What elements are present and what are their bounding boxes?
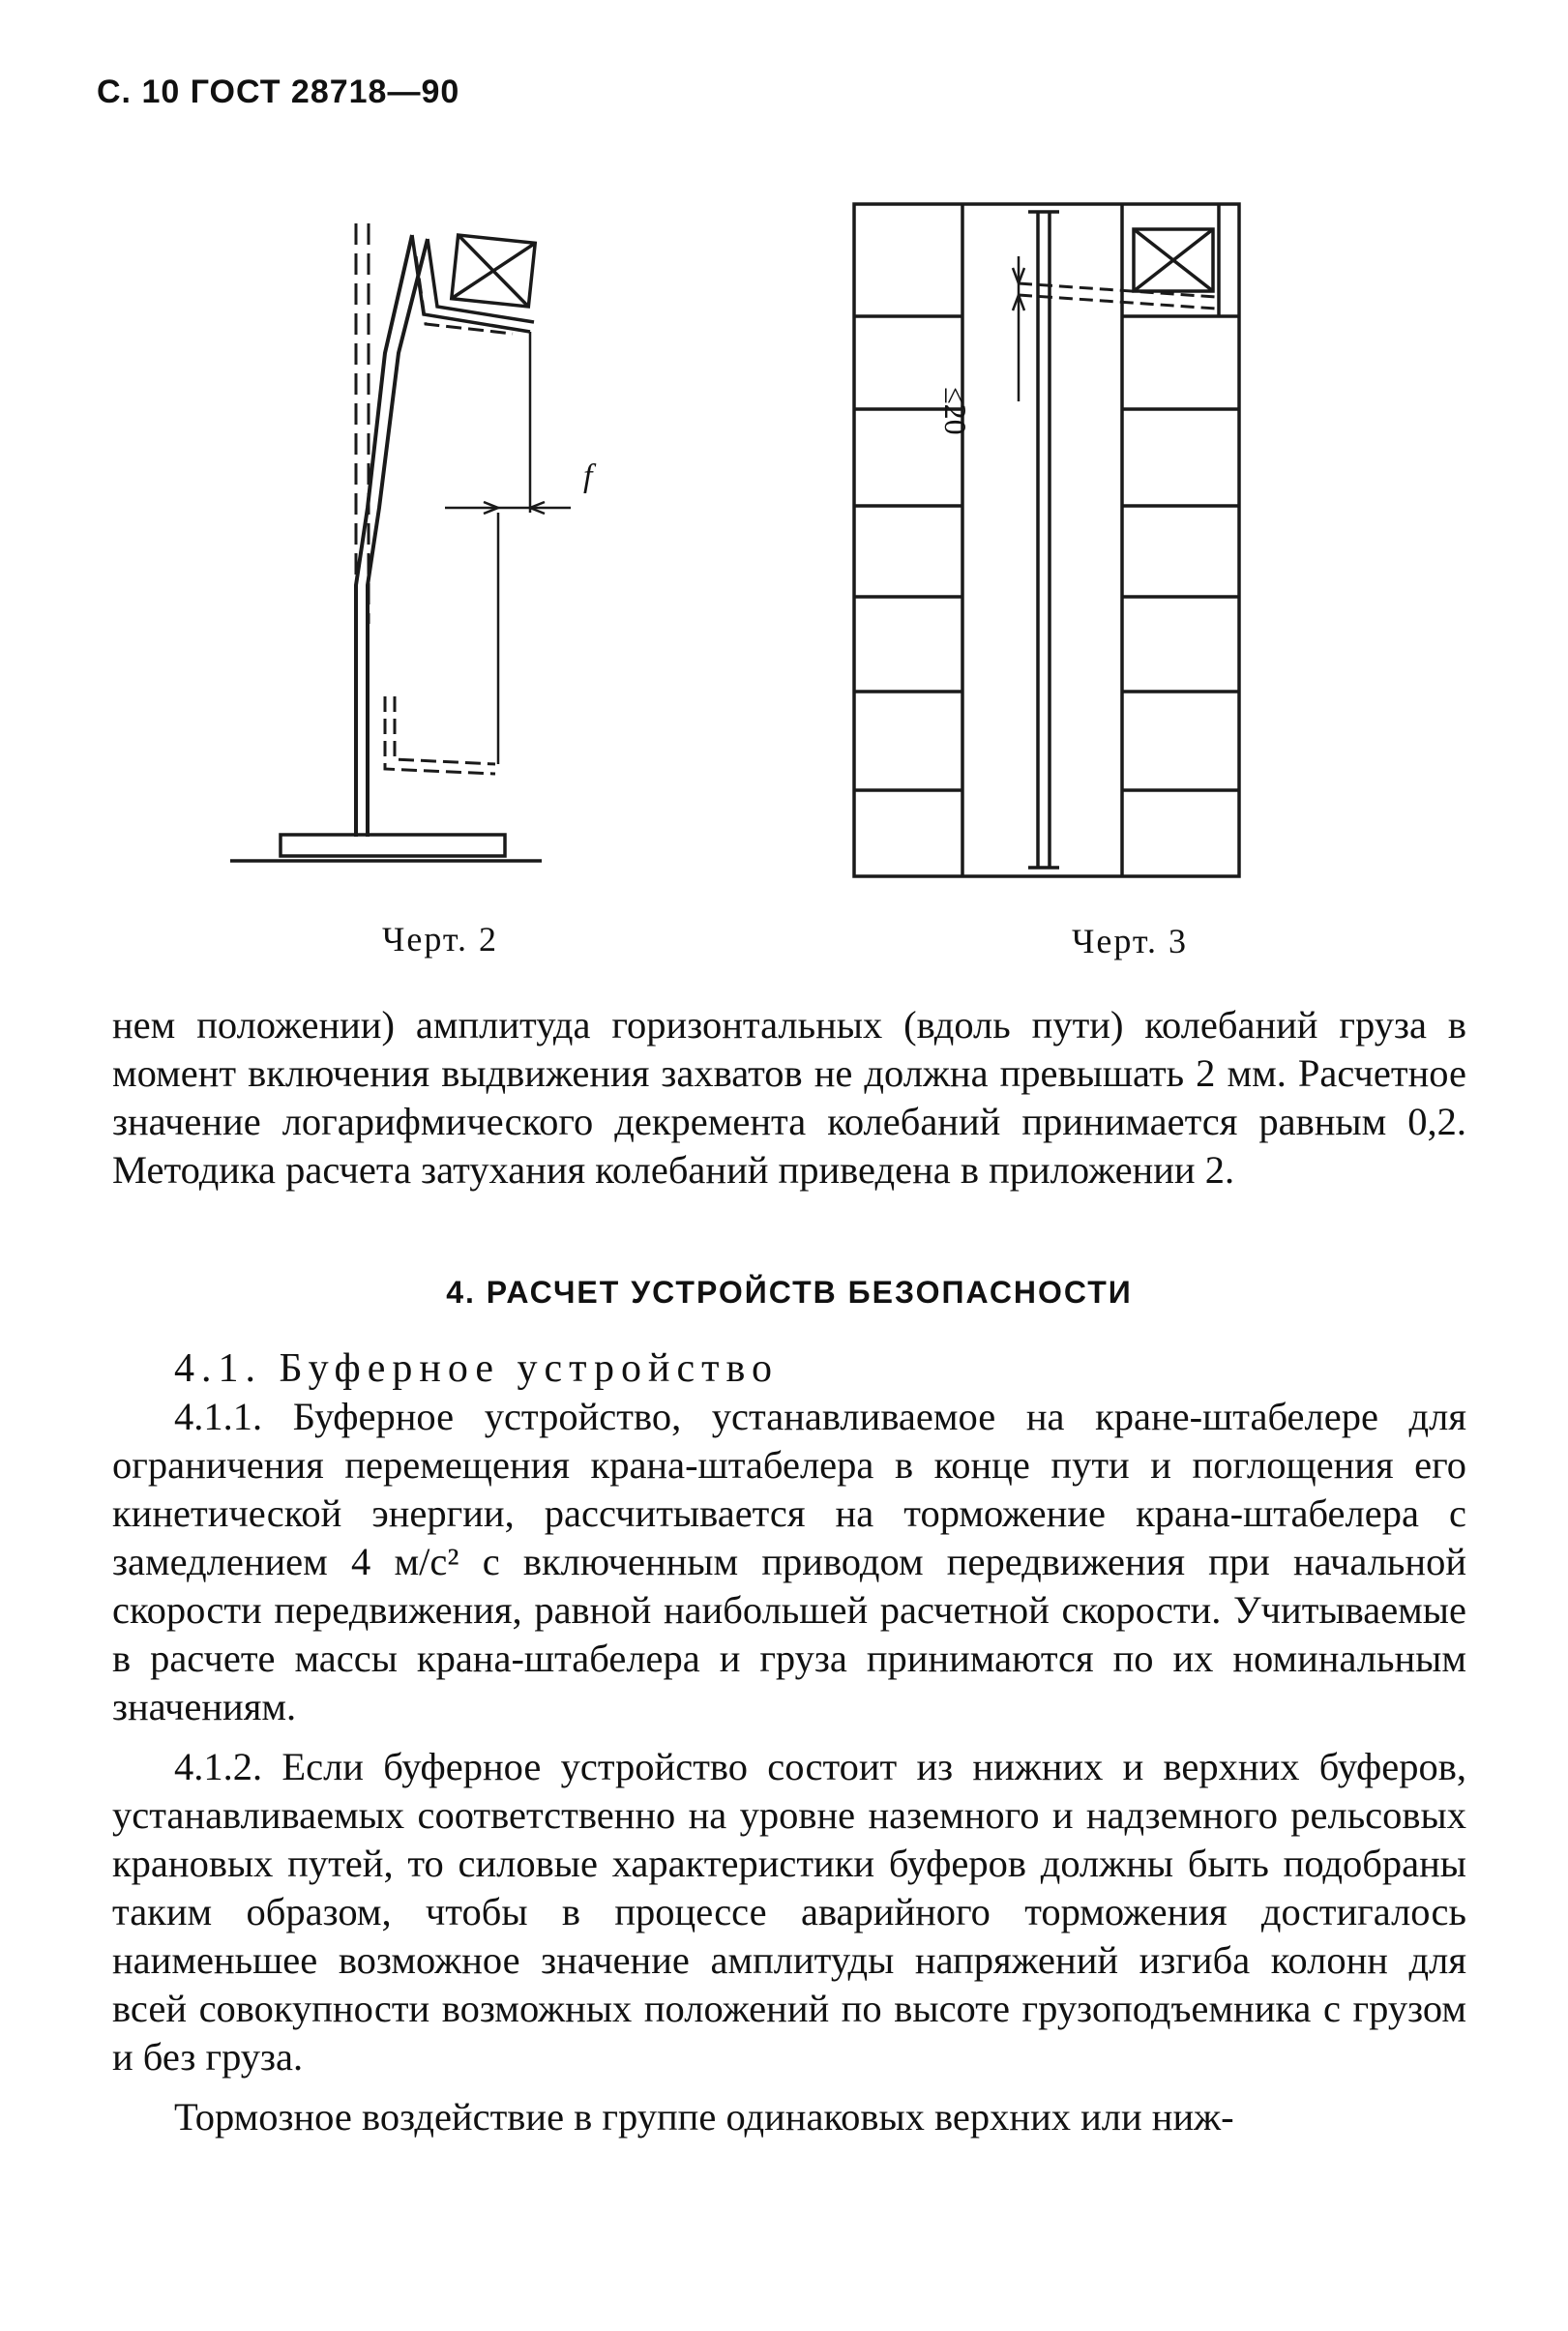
figure-2-caption: Черт. 2 — [382, 920, 498, 959]
figure-2-drawing — [222, 218, 571, 875]
paragraph-last: Тормозное воздействие в группе одинаковых верхних или ниж- — [174, 2095, 1234, 2139]
paragraph-4-1-1: 4.1.1. Буферное устройство, устанавливаемое на кране-штабелере для ограничения перемещения крана-штабелера в конце пути и поглощения его кинетической энергии, рассчитывается на торможение крана-штабелера с замедлением 4 м/с² с включенным приводом передвижения при начальной скорости передвижения, равной наибольшей расчетной скорости. Учитываемые в расчете массы крана-штабелера и груза принимаются по их номинальным значениям. — [112, 1395, 1466, 1728]
paragraph-4-1-2: 4.1.2. Если буферное устройство состоит из нижних и верхних буферов, устанавливаемых соответственно на уровне наземного и надземного рельсовых крановых путей, то силовые характеристики буферов должны быть подобраны таким образом, чтобы в процессе аварийного торможения достигалось наименьшее возможное значение амплитуды напряжений изгиба колонн для всей совокупности возможных положений по высоте грузоподъемника с грузом и без груза. — [112, 1745, 1466, 2079]
figure-3-caption: Черт. 3 — [1072, 922, 1188, 960]
subsection-title: 4.1. Буферное устройство — [174, 1346, 780, 1391]
page-header: С. 10 ГОСТ 28718—90 — [97, 74, 460, 110]
figure-2-dim-label: f — [583, 458, 593, 494]
continuation-paragraph: нем положении) амплитуда горизонтальных (вдоль пути) колебаний груза в момент включения выдвижения захватов не должна превышать 2 мм. Расчетное значение логарифмического декремента колебаний принимается равным 0,2. Методика расчета затухания колебаний приведена в приложении 2. — [112, 1003, 1466, 1192]
section-title: 4. РАСЧЕТ УСТРОЙСТВ БЕЗОПАСНОСТИ — [446, 1275, 1133, 1310]
figure-3-drawing — [846, 198, 1253, 895]
figure-3-dim-label: ≤20 — [938, 387, 973, 435]
